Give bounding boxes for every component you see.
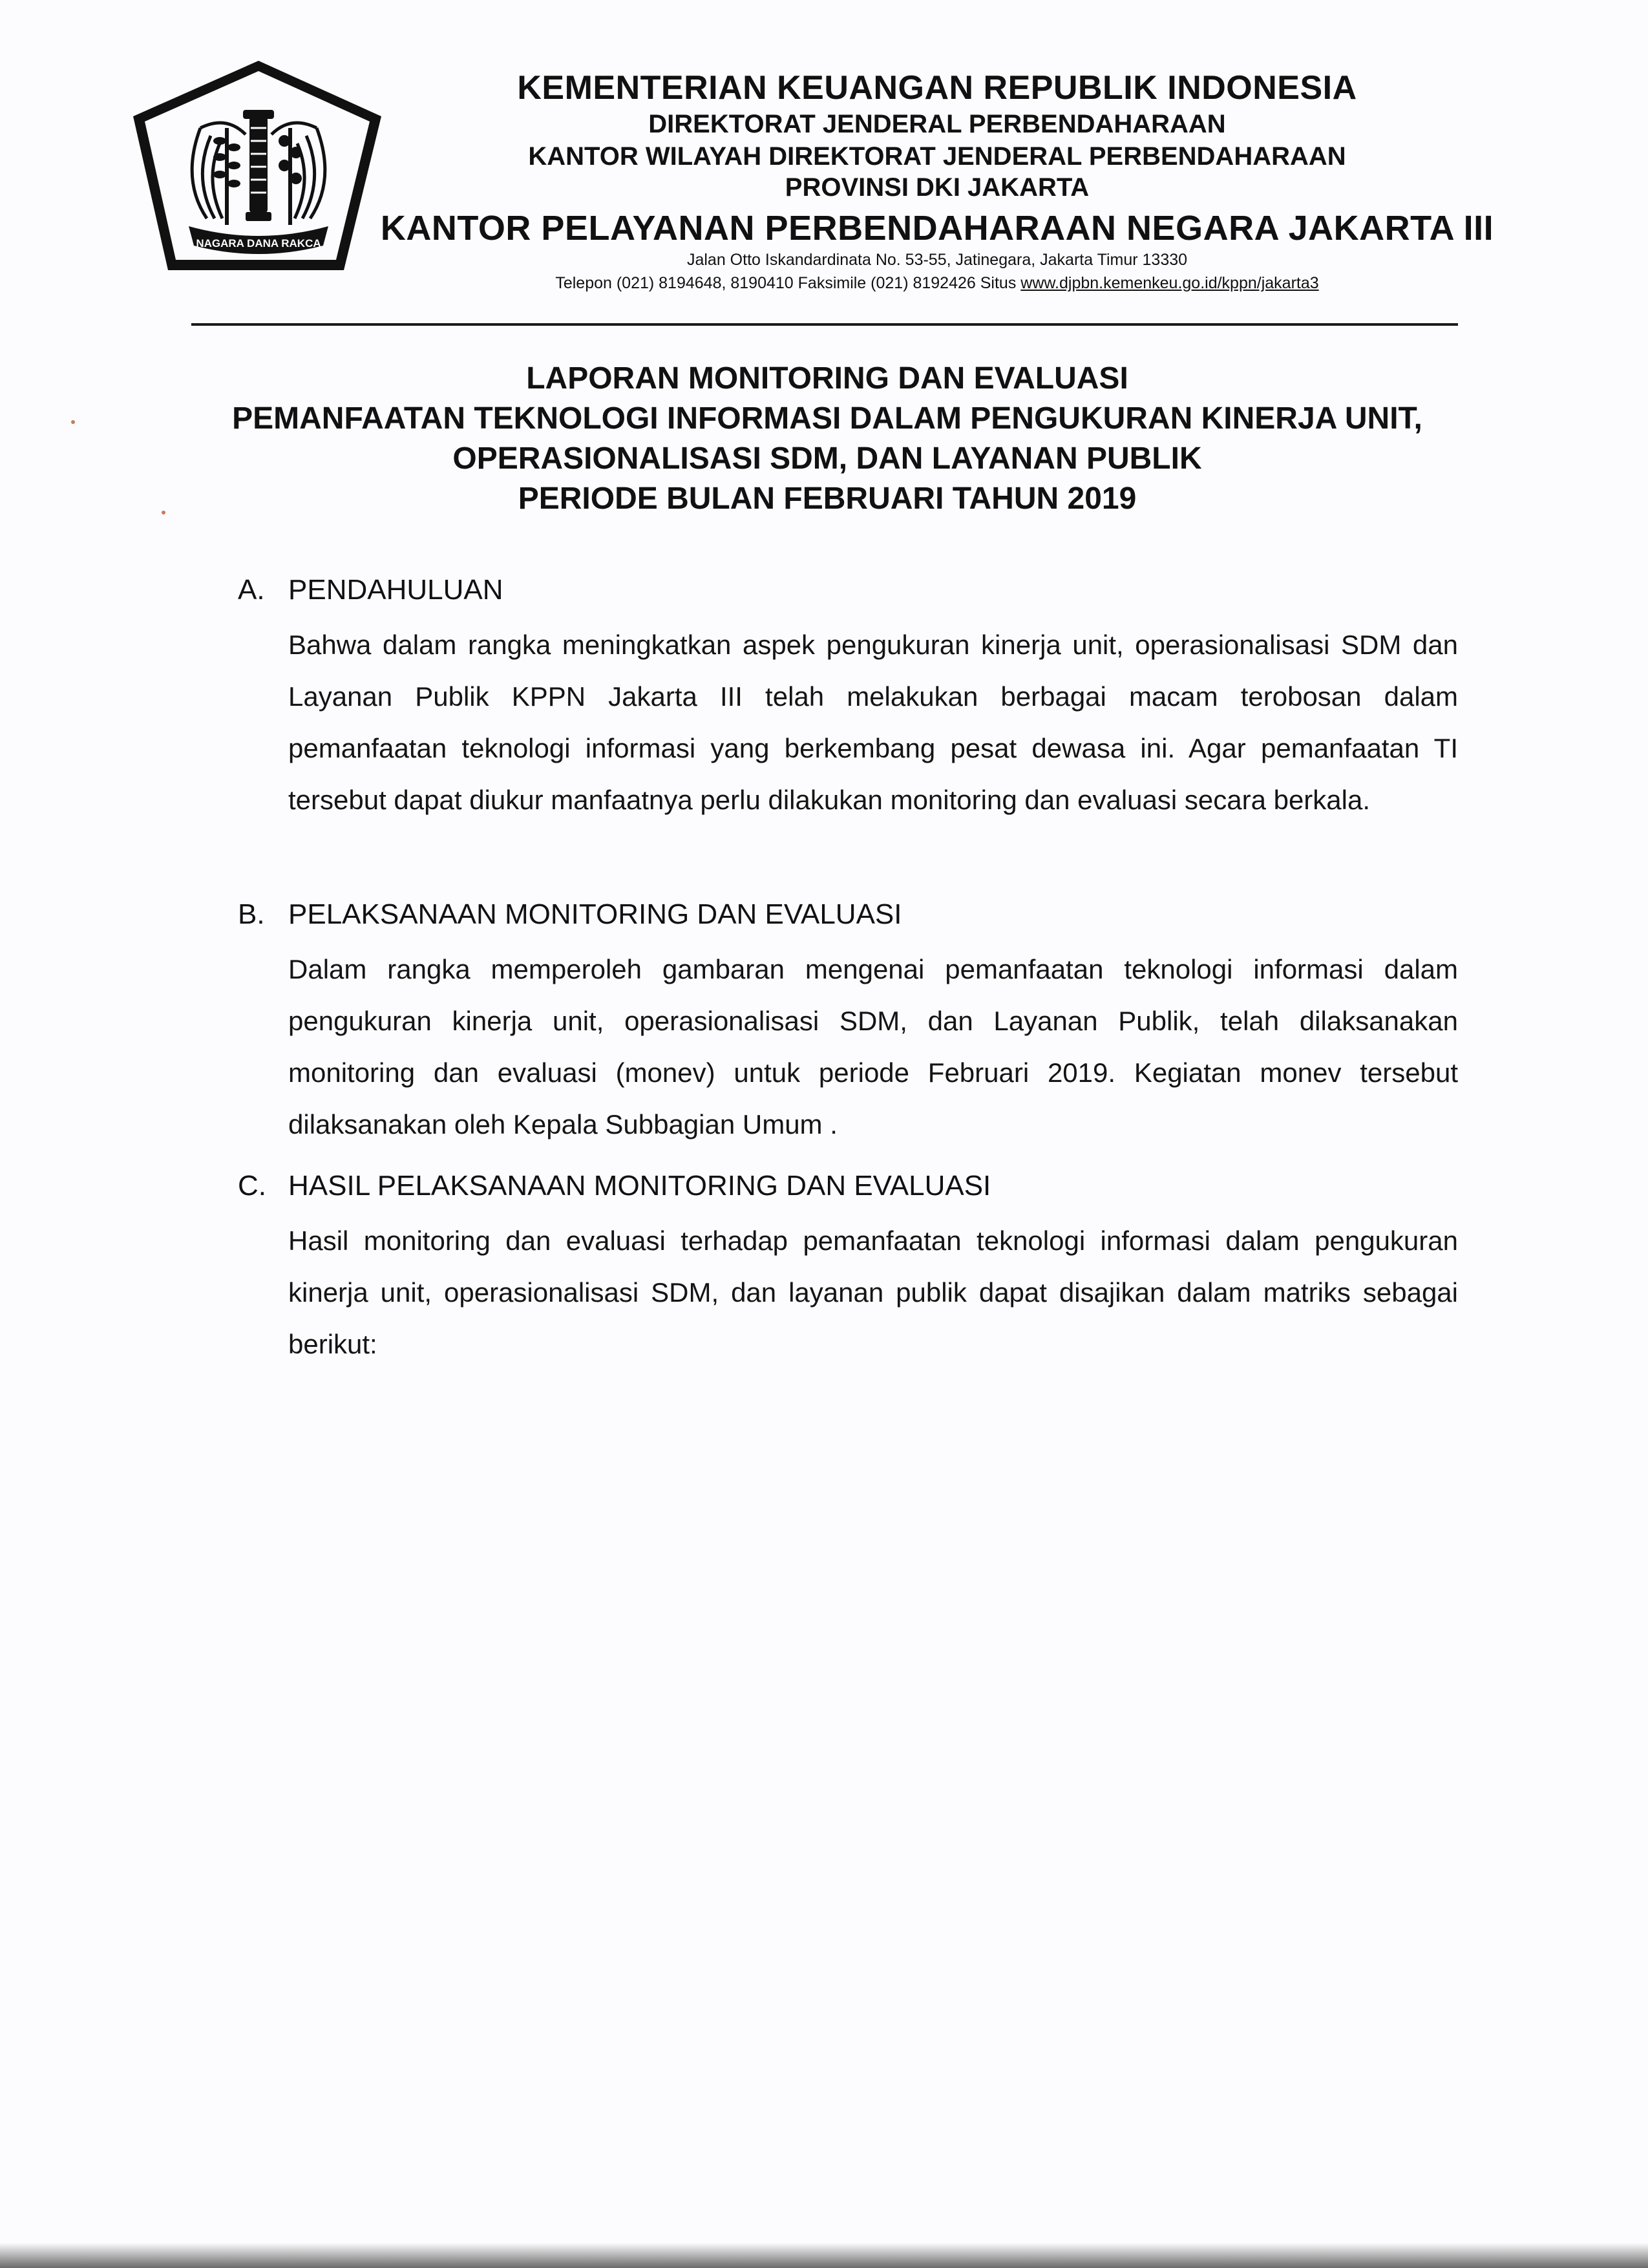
office-address: Jalan Otto Iskandardinata No. 53-55, Jatinegara, Jakarta Timur 13330 (686, 251, 1188, 269)
report-title-line-1: LAPORAN MONITORING DAN EVALUASI (526, 361, 1128, 396)
report-title-line-3: OPERASIONALISASI SDM, DAN LAYANAN PUBLIK (452, 441, 1202, 476)
section-c-heading (238, 1170, 991, 1202)
section-c-body: Hasil monitoring dan evaluasi terhadap pemanfaatan teknologi informasi dalam pengukuran kinerja unit, operasionalisasi SDM, dan layanan publik dapat disajikan dalam matriks sebagai berikut: (288, 1225, 1458, 1359)
section-b-heading (238, 898, 902, 931)
website-link[interactable]: www.djpbn.kemenkeu.go.id/kppn/jakarta3 (1020, 274, 1319, 292)
section-letter: A. (238, 574, 265, 606)
report-title-line-4: PERIODE BULAN FEBRUARI TAHUN 2019 (518, 482, 1137, 516)
ministry-name: KEMENTERIAN KEUANGAN REPUBLIK INDONESIA (517, 69, 1357, 107)
section-b-body: Dalam rangka memperoleh gambaran mengenai pemanfaatan teknologi informasi dalam pengukuran kinerja unit, operasionalisasi SDM, dan Layanan Publik, telah dilaksanakan monitoring dan evaluasi (monev) untuk periode Februari 2019. Kegiatan monev tersebut dilaksanakan oleh Kepala Subbagian Umum . (288, 954, 1458, 1139)
province-name: PROVINSI DKI JAKARTA (785, 173, 1090, 202)
regional-office-name: KANTOR WILAYAH DIREKTORAT JENDERAL PERBENDAHARAAN (528, 142, 1346, 171)
scan-speck (162, 511, 165, 514)
section-title: PELAKSANAAN MONITORING DAN EVALUASI (288, 898, 902, 930)
report-title-line-2: PEMANFAATAN TEKNOLOGI INFORMASI DALAM PENGUKURAN KINERJA UNIT, (232, 401, 1422, 436)
letterhead-divider (191, 323, 1458, 326)
section-a-heading (238, 574, 503, 606)
office-name: KANTOR PELAYANAN PERBENDAHARAAN NEGARA JAKARTA III (380, 209, 1494, 248)
section-title: HASIL PELAKSANAAN MONITORING DAN EVALUASI (288, 1170, 991, 1202)
section-letter: B. (238, 898, 265, 930)
section-letter: C. (238, 1170, 266, 1202)
office-contact (349, 274, 1525, 293)
section-title: PENDAHULUAN (288, 574, 503, 606)
emblem-motto: NAGARA DANA RAKCA (196, 237, 321, 249)
scan-bottom-edge (0, 2243, 1648, 2268)
scan-speck (71, 420, 75, 424)
contact-details: Telepon (021) 8194648, 8190410 Faksimile (021) 8192426 Situs (555, 274, 1021, 292)
section-a-body: Bahwa dalam rangka meningkatkan aspek pengukuran kinerja unit, operasionalisasi SDM dan Layanan Publik KPPN Jakarta III telah melakukan berbagai macam terobosan dalam pemanfaatan teknologi informasi yang berkembang pesat dewasa ini. Agar pemanfaatan TI tersebut dapat diukur manfaatnya perlu dilakukan monitoring dan evaluasi secara berkala. (288, 630, 1458, 815)
directorate-general-name: DIREKTORAT JENDERAL PERBENDAHARAAN (648, 110, 1226, 138)
